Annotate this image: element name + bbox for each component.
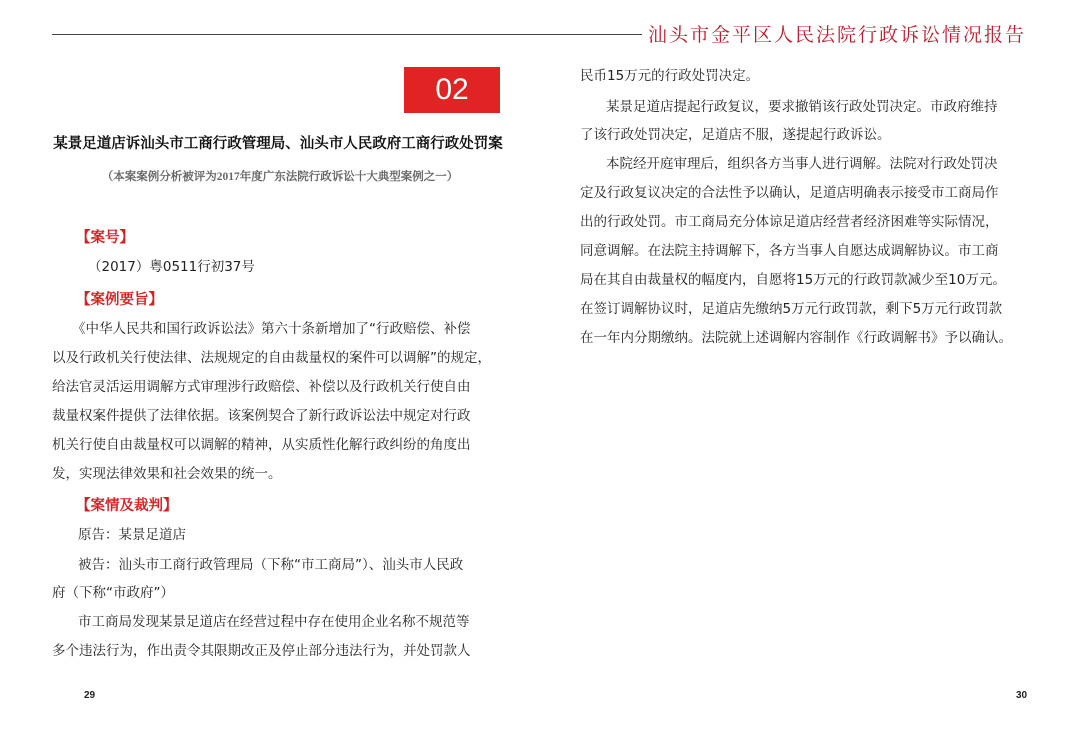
facts-line: 在签订调解协议时，足道店先缴纳5万元行政罚款，剩下5万元行政罚款 [580, 301, 1003, 317]
case-number-text: （2017）粤0511行初37号 [88, 259, 255, 275]
gist-line: 裁量权案件提供了法律依据。该案例契合了新行政诉讼法中规定对行政 [52, 408, 471, 424]
case-number-heading: 【案号】 [76, 230, 134, 246]
gist-line: 发，实现法律效果和社会效果的统一。 [52, 466, 282, 482]
gist-line: 以及行政机关行使法律、法规规定的自由裁量权的案件可以调解”的规定， [52, 350, 491, 366]
facts-line: 被告：汕头市工商行政管理局（下称“市工商局”）、汕头市人民政 [78, 557, 464, 573]
gist-line: 《中华人民共和国行政诉讼法》第六十条新增加了“行政赔偿、补偿 [72, 321, 471, 337]
facts-line: 府（下称“市政府”） [52, 585, 174, 601]
page-number-left: 29 [84, 690, 96, 701]
header-rule [52, 34, 642, 35]
gist-heading: 【案例要旨】 [76, 292, 163, 308]
case-subtitle: （本案案例分析被评为2017年度广东法院行政诉讼十大典型案例之一） [101, 171, 459, 183]
facts-line: 了该行政处罚决定，足道店不服，遂提起行政诉讼。 [580, 127, 891, 143]
report-header-title: 汕头市金平区人民法院行政诉讼情况报告 [648, 24, 1027, 46]
gist-line: 给法官灵活运用调解方式审理涉行政赔偿、补偿以及行政机关行使自由 [52, 379, 471, 395]
gist-line: 机关行使自由裁量权可以调解的精神，从实质性化解行政纠纷的角度出 [52, 437, 471, 453]
case-title: 某景足道店诉汕头市工商行政管理局、汕头市人民政府工商行政处罚案 [53, 136, 503, 152]
page-number-right: 30 [1016, 690, 1028, 701]
facts-line: 原告：某景足道店 [78, 527, 186, 543]
case-number-badge: 02 [404, 67, 500, 113]
facts-line: 多个违法行为，作出责令其限期改正及停止部分违法行为，并处罚款人 [52, 643, 471, 659]
facts-line: 定及行政复议决定的合法性予以确认，足道店明确表示接受市工商局作 [580, 185, 999, 201]
facts-line: 在一年内分期缴纳。法院就上述调解内容制作《行政调解书》予以确认。 [580, 330, 1012, 346]
facts-line: 出的行政处罚。市工商局充分体谅足道店经营者经济困难等实际情况， [580, 214, 999, 230]
facts-line: 民币15万元的行政处罚决定。 [580, 68, 760, 84]
facts-heading: 【案情及裁判】 [76, 498, 178, 514]
facts-line: 同意调解。在法院主持调解下，各方当事人自愿达成调解协议。市工商 [580, 243, 999, 259]
facts-line: 局在其自由裁量权的幅度内，自愿将15万元的行政罚款减少至10万元。 [580, 272, 1006, 288]
facts-line: 某景足道店提起行政复议，要求撤销该行政处罚决定。市政府维持 [606, 99, 998, 115]
facts-line: 市工商局发现某景足道店在经营过程中存在使用企业名称不规范等 [78, 614, 470, 630]
facts-line: 本院经开庭审理后，组织各方当事人进行调解。法院对行政处罚决 [606, 156, 998, 172]
